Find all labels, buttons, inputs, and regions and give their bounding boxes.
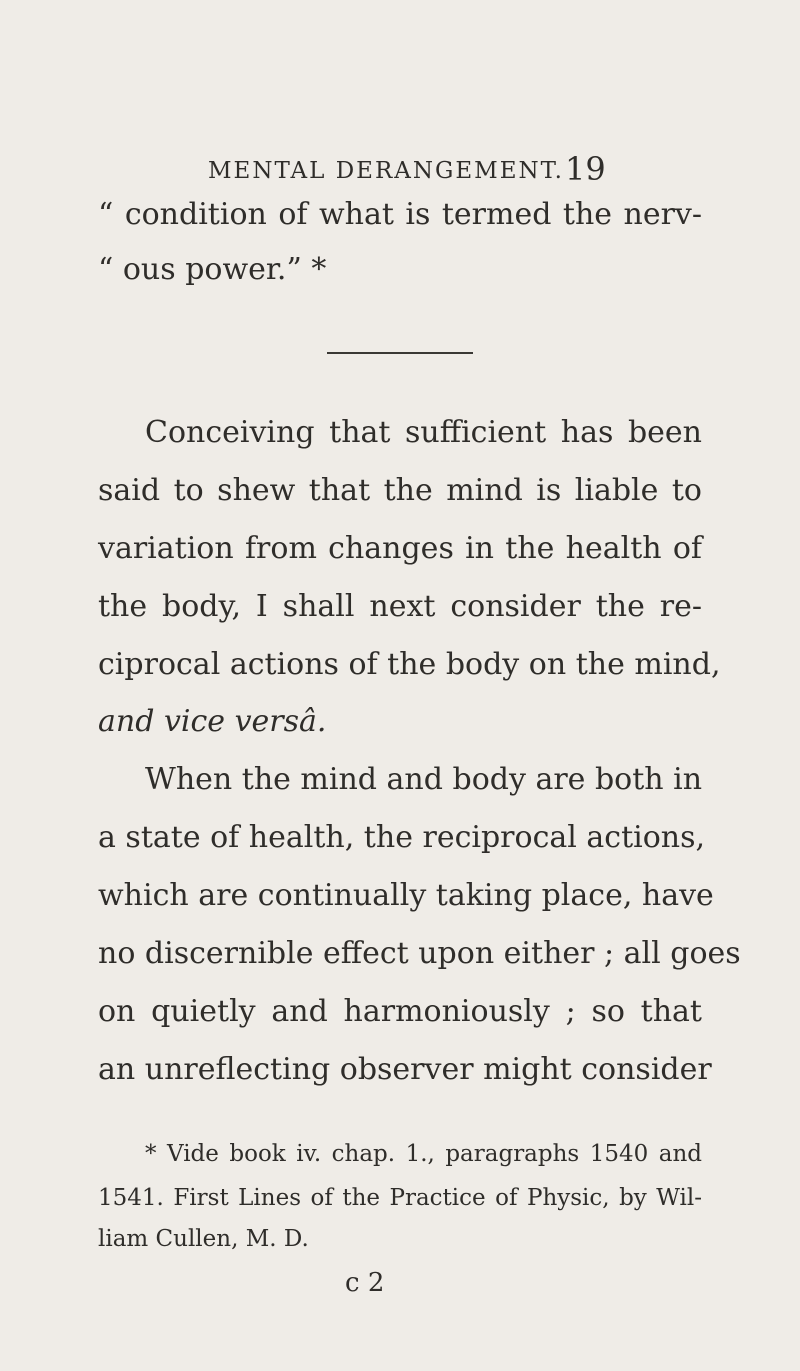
body-line: an unreflecting observer might consider [98, 1052, 712, 1087]
body-line: no discernible effect upon either ; all goes [98, 936, 741, 971]
section-divider-rule [327, 352, 473, 354]
body-line: “ condition of what is termed the nerv- [98, 197, 702, 232]
body-line: variation from changes in the health of [98, 531, 702, 566]
body-line: said to shew that the mind is liable to [98, 473, 702, 508]
body-line: on quietly and harmoniously ; so that [98, 994, 702, 1029]
running-title: MENTAL DERANGEMENT. [208, 158, 564, 184]
body-line: “ ous power.” * [98, 252, 327, 287]
signature-mark: c 2 [345, 1268, 385, 1298]
paragraph-start-line: Conceiving that sufficient has been [145, 415, 702, 450]
body-line: which are continually taking place, have [98, 878, 714, 913]
footnote-line: * Vide book iv. chap. 1., paragraphs 1540 and [145, 1141, 702, 1167]
body-line: and vice versâ. [98, 704, 327, 739]
paragraph-start-line: When the mind and body are both in [145, 762, 703, 797]
body-line: ciprocal actions of the body on the mind, [98, 647, 721, 682]
footnote-line: liam Cullen, M. D. [98, 1226, 309, 1252]
footnote-line: 1541. First Lines of the Practice of Physic, by Wil- [98, 1185, 702, 1211]
page-number: 19 [565, 150, 606, 188]
body-line: the body, I shall next consider the re- [98, 589, 702, 624]
body-line: a state of health, the reciprocal actions, [98, 820, 706, 855]
